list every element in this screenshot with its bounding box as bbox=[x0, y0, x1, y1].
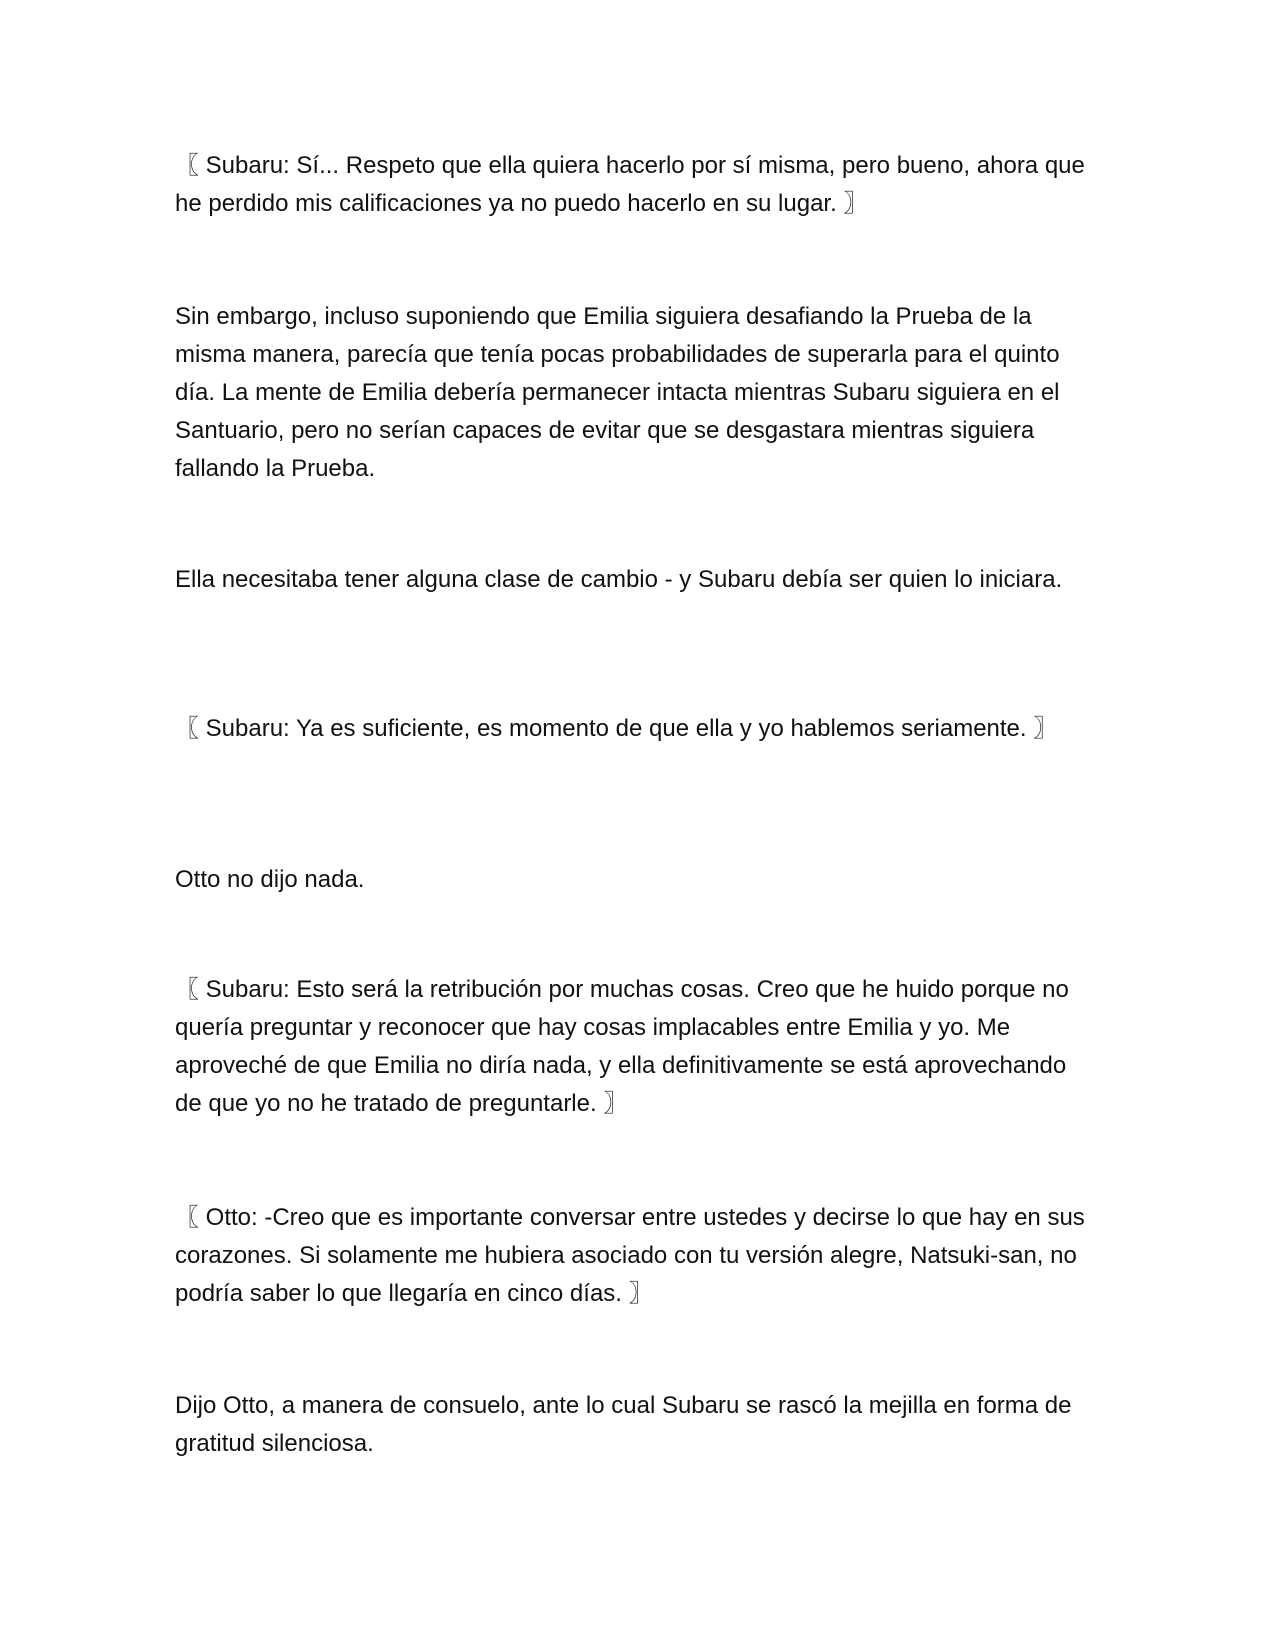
narration-paragraph-2: Ella necesitaba tener alguna clase de cambio - y Subaru debía ser quien lo iniciara. bbox=[175, 566, 1063, 593]
narration-paragraph-4: Dijo Otto, a manera de consuelo, ante lo cual Subaru se rascó la mejilla en forma de gratitud silenciosa. bbox=[175, 1392, 1072, 1457]
dialogue-otto: 〖 Otto: -Creo que es importante conversar entre ustedes y decirse lo que hay en sus corazones. Si solamente me hubiera asociado con tu versión alegre, Natsuki-san, no podría saber lo que llegaría en cinco días. 〗 bbox=[175, 1204, 1085, 1307]
narration-paragraph-1: Sin embargo, incluso suponiendo que Emilia siguiera desafiando la Prueba de la misma manera, parecía que tenía pocas probabilidades de superarla para el quinto día. La mente de Emilia debería permanecer intacta mientras Subaru siguiera en el Santuario, pero no serían capaces de evitar que se desgastara mientras siguiera fallando la Prueba. bbox=[175, 303, 1060, 482]
dialogue-subaru-2: 〖 Subaru: Ya es suficiente, es momento de que ella y yo hablemos seriamente. 〗 bbox=[175, 715, 1058, 742]
dialogue-subaru-1: 〖 Subaru: Sí... Respeto que ella quiera hacerlo por sí misma, pero bueno, ahora que he perdido mis calificaciones ya no puedo hacerlo en su lugar. 〗 bbox=[175, 152, 1085, 217]
dialogue-subaru-3: 〖 Subaru: Esto será la retribución por muchas cosas. Creo que he huido porque no quería preguntar y reconocer que hay cosas implacables entre Emilia y yo. Me aproveché de que Emilia no diría nada, y ella definitivamente se está aprovechando de que yo no he tratado de preguntarle. 〗 bbox=[175, 976, 1069, 1117]
narration-paragraph-3: Otto no dijo nada. bbox=[175, 866, 365, 893]
